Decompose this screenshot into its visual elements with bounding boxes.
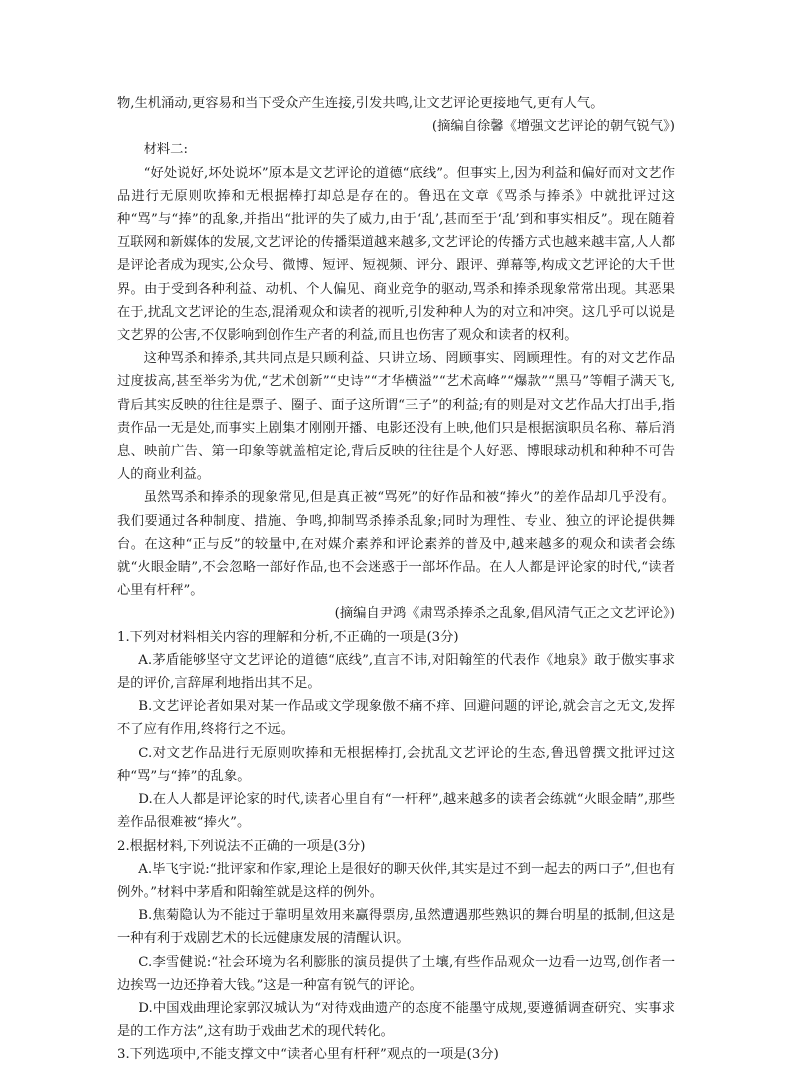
question-3-stem: 3.下列选项中,不能支撑文中“读者心里有杆秤”观点的一项是(3分) [117, 1047, 499, 1063]
question-2-option-b: B.焦菊隐认为不能过于靠明星效用来赢得票房,虽然遭遇那些熟识的舞台明星的抵制,但这是一种有利于戏剧艺术的长远健康发展的清醒认识。 [117, 908, 675, 947]
question-1-stem: 1.下列对材料相关内容的理解和分析,不正确的一项是(3分) [117, 629, 459, 645]
document-body [117, 92, 675, 1067]
paragraph-material2-3: 虽然骂杀和捧杀的现象常见,但是真正被“骂死”的好作品和被“捧火”的差作品却几乎没有。我们要通过各种制度、措施、争鸣,抑制骂杀捧杀乱象;同时为理性、专业、独立的评论提供舞台。在这种“正与反”的较量中,在对媒介素养和评论素养的普及中,越来越多的观众和读者会练就“火眼金睛”,不会忽略一部好作品,也不会迷惑于一部坏作品。在人人都是评论家的时代,“读者心里有杆秤”。 [117, 490, 675, 599]
question-2-stem: 2.根据材料,下列说法不正确的一项是(3分) [117, 838, 366, 854]
question-2-option-a: A.毕飞宇说:“批评家和作家,理论上是很好的聊天伙伴,其实是过不到一起去的两口子”,但也有例外。”材料中茅盾和阳翰笙就是这样的例外。 [117, 861, 675, 900]
source-citation-2: (摘编自尹鸿《肃骂杀捧杀之乱象,倡风清气正之文艺评论》) [334, 606, 675, 622]
question-1-option-a: A.茅盾能够坚守文艺评论的道德“底线”,直言不讳,对阳翰笙的代表作《地泉》敢于傲实事求是的评价,言辞犀利地指出其不足。 [117, 652, 675, 692]
section-heading-material2: 材料二: [143, 142, 188, 158]
question-1-option-b: B.文艺评论者如果对某一作品或文学现象傲不痛不痒、回避问题的评论,就会言之无文,发挥不了应有作用,终将行之不远。 [117, 699, 675, 738]
question-1-option-c: C.对文艺作品进行无原则吹捧和无根据棒打,会扰乱文艺评论的生态,鲁迅曾撰文批评过这种“骂”与“捧”的乱象。 [117, 745, 675, 784]
question-2-option-d: D.中国戏曲理论家郭汉城认为“对待戏曲遗产的态度不能墨守成规,要遵循调查研究、实事求是的工作方法”,这有助于戏曲艺术的现代转化。 [117, 1000, 675, 1040]
paragraph-material2-2: 这种骂杀和捧杀,其共同点是只顾利益、只讲立场、罔顾事实、罔顾理性。有的对文艺作品过度拔高,甚至举劣为优,“艺术创新”“史诗”“才华横溢”“艺术高峰”“爆款”“黑马”等帽子满天飞,背后其实反映的往往是票子、圈子、面子这所谓“三子”的利益;有的则是对文艺作品大打出手,指责作品一无是处,而事实上剧集才刚刚开播、电影还没有上映,他们只是根据演职员名称、幕后消息、映前广告、第一印象等就盖棺定论,背后反映的往往是个人好恶、博眼球动机和种种不可告人的商业利益。 [117, 351, 675, 483]
paragraph-material1-ending: 物,生机涌动,更容易和当下受众产生连接,引发共鸣,让文艺评论更接地气,更有人气。 [117, 96, 604, 111]
source-citation-1: (摘编自徐馨《增强文艺评论的朝气锐气》) [431, 119, 675, 135]
paragraph-material2-1: “好处说好,坏处说坏”原本是文艺评论的道德“底线”。但事实上,因为利益和偏好而对文艺作品进行无原则吹捧和无根据棒打却总是存在的。鲁迅在文章《骂杀与捧杀》中就批评过这种“骂”与“捧”的乱象,并指出“批评的失了威力,由于‘乱’,甚而至于‘乱’到和事实相反”。现在随着互联网和新媒体的发展,文艺评论的传播渠道越来越多,文艺评论的传播方式也越来越丰富,人人都是评论者成为现实,公众号、微博、短评、短视频、评分、跟评、弹幕等,构成文艺评论的大千世界。由于受到各种利益、动机、个人偏见、商业竞争的驱动,骂杀和捧杀现象常常出现。其恶果在于,扰乱文艺评论的生态,混淆观众和读者的视听,引发种种人为的对立和冲突。这几乎可以说是文艺界的公害,不仅影响到创作生产者的利益,而且也伤害了观众和读者的权利。 [117, 165, 675, 344]
question-2-option-c: C.李雪健说:“社会环境为名利膨胀的演员提供了土壤,有些作品观众一边看一边骂,创作者一边挨骂一边还挣着大钱。”这是一种富有锐气的评论。 [117, 954, 675, 993]
question-1-option-d: D.在人人都是评论家的时代,读者心里自有“一杆秤”,越来越多的读者会练就“火眼金睛”,那些差作品很难被“捧火”。 [117, 792, 675, 831]
